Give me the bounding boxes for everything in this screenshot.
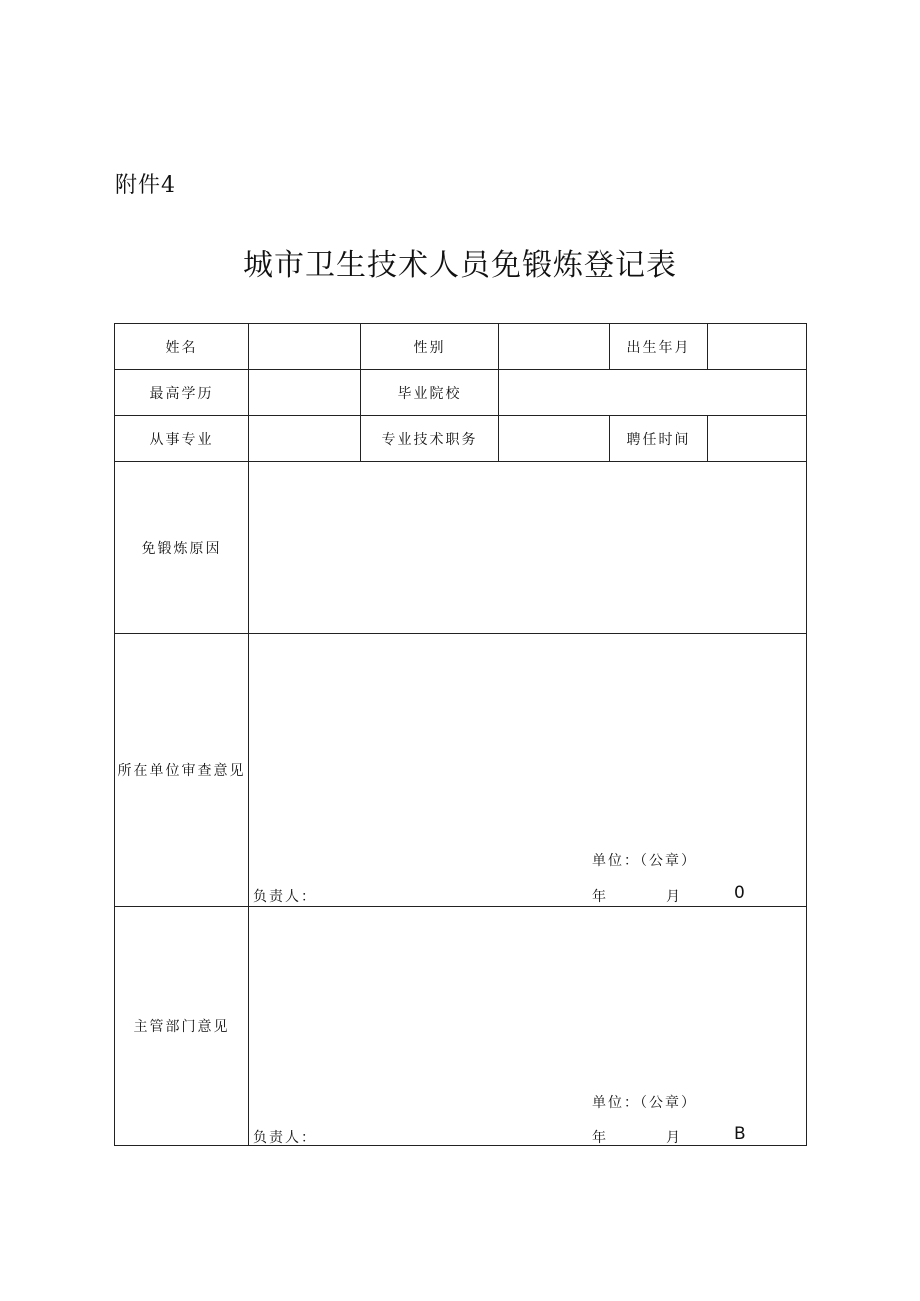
title-label: 专业技术职务 — [361, 416, 499, 462]
name-label: 姓名 — [115, 324, 249, 370]
reason-label: 免锻炼原因 — [115, 462, 249, 634]
unit-year-label: 年 — [592, 889, 608, 905]
attachment-label: 附件4 — [115, 173, 176, 198]
form-row-education — [115, 370, 807, 416]
unit-review-label: 所在单位审查意见 — [115, 634, 249, 907]
unit-month-label: 月 — [666, 889, 682, 905]
dept-opinion-label: 主管部门意见 — [115, 907, 249, 1146]
form-row-reason — [115, 462, 807, 634]
specialty-label: 从事专业 — [115, 416, 249, 462]
title-field[interactable] — [499, 416, 610, 462]
registration-form-table — [114, 323, 807, 1146]
dept-year-label: 年 — [592, 1130, 608, 1146]
gender-field[interactable] — [499, 324, 610, 370]
form-row-dept-opinion — [115, 907, 807, 1146]
specialty-field[interactable] — [249, 416, 361, 462]
form-row-basic — [115, 324, 807, 370]
form-row-profession — [115, 416, 807, 462]
unit-seal-label: 单位：（公章） — [592, 853, 697, 869]
dept-seal-label: 单位：（公章） — [592, 1095, 697, 1111]
unit-review-field[interactable] — [249, 634, 807, 907]
hire-time-label: 聘任时间 — [610, 416, 708, 462]
school-label: 毕业院校 — [361, 370, 499, 416]
dept-month-label: 月 — [666, 1130, 682, 1146]
page-title: 城市卫生技术人员免锻炼登记表 — [243, 248, 677, 283]
reason-field[interactable] — [249, 462, 807, 634]
dept-day-mark: B — [734, 1124, 746, 1144]
dept-responsible-label: 负责人： — [253, 1130, 317, 1146]
education-label: 最高学历 — [115, 370, 249, 416]
gender-label: 性别 — [361, 324, 499, 370]
dept-opinion-field[interactable] — [249, 907, 807, 1146]
form-row-unit-review — [115, 634, 807, 907]
name-field[interactable] — [249, 324, 361, 370]
birth-label: 出生年月 — [610, 324, 708, 370]
hire-time-field[interactable] — [708, 416, 807, 462]
education-field[interactable] — [249, 370, 361, 416]
birth-field[interactable] — [708, 324, 807, 370]
unit-responsible-label: 负责人： — [253, 889, 317, 905]
unit-day-mark: 0 — [734, 883, 745, 903]
school-field[interactable] — [499, 370, 807, 416]
